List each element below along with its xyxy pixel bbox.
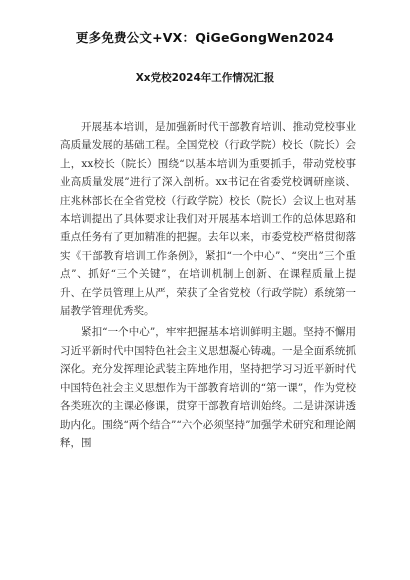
document-title: Xx党校2024年工作情况汇报 xyxy=(135,72,275,84)
promo-banner: 更多免费公文+VX：QiGeGongWen2024 xyxy=(75,30,335,45)
document-body xyxy=(60,118,356,452)
body-paragraph-1: 开展基本培训，是加强新时代干部教育培训、推动党校事业高质量发展的基础工程。全国党校（行政学院）校长（院长）会上，xx校长（院长）围绕“以基本培训为重要抓手，带动党校事业高质量发展”进行了深入剖析。xx书记在省委党校调研座谈、庄兆林部长在全省党校（行政学院）校长（院长）会议上也对基本培训提出了具体要求让我们对开展基本培训工作的总体思路和重点任务有了更加精准的把握。去年以来，市委党校严格贯彻落实《干部教育培训工作条例》，紧扣“一个中心”、“突出”三个重点”、抓好“三个关键”，在培训机制上创新、在课程质量上提升、在学员管理上从严，荣获了全省党校（行政学院）系统第一届教学管理优秀奖。 xyxy=(60,121,356,318)
body-paragraph-2: 紧扣“一个中心”，牢牢把握基本培训鲜明主题。坚持不懈用习近平新时代中国特色社会主义思想凝心铸魂。一是全面系统抓深化。充分发挥理论武装主阵地作用，坚持把学习习近平新时代中国特色社会主义思想作为干部教育培训的“第一课”，作为党校各类班次的主课必修课，贯穿干部教育培训始终。二是讲深讲透助内化。围绕“两个结合”“六个必须坚持”加强学术研究和理论阐释，围 xyxy=(60,326,356,449)
